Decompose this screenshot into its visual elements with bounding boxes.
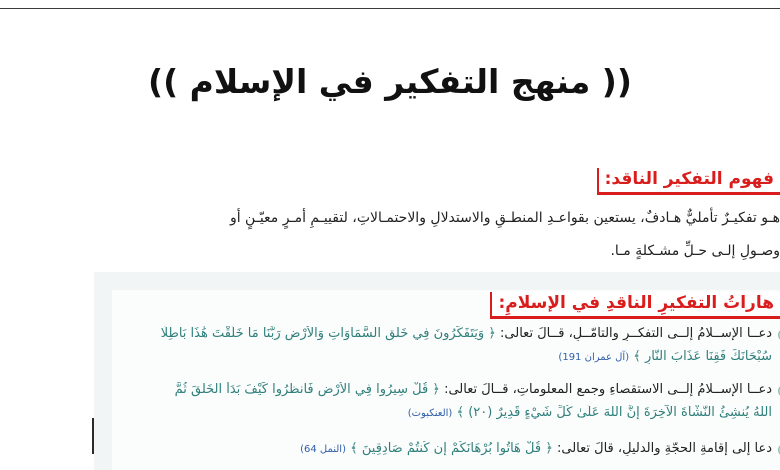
skill-item-line xyxy=(140,349,772,364)
verse-reference: (النمل 64) xyxy=(300,444,346,455)
top-divider xyxy=(0,8,780,9)
quran-verse: ﴿ قُلْ سِيرُوا فِي الْأَرْضِ فَانظُرُوا كَيْفَ بَدَأَ الْخَلْقَ ثُمَّ xyxy=(174,382,440,397)
skill-item-text: دعــا الإســلامُ إلــى التفكــرِ والتأمّــلِ، قــالَ تعالى: xyxy=(500,326,772,341)
section-heading-definition: فهوم التفكير الناقد: xyxy=(597,168,780,195)
page-edge-mark xyxy=(92,418,94,454)
skill-item-line xyxy=(140,382,772,397)
definition-line-2: وصـولِ إلـى حـلِّ مشـكلةٍ مـا. xyxy=(610,243,780,259)
skill-item-line xyxy=(140,326,772,341)
section-heading-skills: هاراتُ التفكيرِ الناقدِ في الإسلامِ: xyxy=(490,292,780,319)
skill-item-line xyxy=(140,405,772,420)
skill-item-text: دعا إلى إقامةِ الحجّةِ والدليلِ، قالَ تعالى: xyxy=(556,441,772,456)
verse-reference: (آل عمران 191) xyxy=(558,352,630,363)
quran-verse: ﴿ قُلْ هَاتُوا بُرْهَانَكُمْ إِن كُنتُمْ صَادِقِينَ ﴾ xyxy=(350,441,553,456)
skill-item-text: دعــا الإســلامُ إلــى الاستقصاءِ وجمعِ المعلوماتِ، قــالَ تعالى: xyxy=(444,382,772,397)
skill-item xyxy=(140,326,772,364)
quran-verse-continued: اللَّهُ يُنشِئُ النَّشْأَةَ الْآخِرَةَ إِنَّ اللَّهَ عَلَىٰ كُلِّ شَيْءٍ قَدِيرٌ (٢٠) ﴾ xyxy=(456,405,772,420)
page-title: (( منهج التفكير في الإسلام )) xyxy=(148,62,632,101)
quran-verse: ﴿ وَيَتَفَكَّرُونَ فِي خَلْقِ السَّمَاوَاتِ وَالْأَرْضِ رَبَّنَا مَا خَلَقْتَ هَٰذَا بَاطِلًا xyxy=(160,326,496,341)
verse-reference: (العنكبوت) xyxy=(407,408,453,419)
skill-item xyxy=(140,382,772,420)
skill-item-line xyxy=(140,441,772,456)
quran-verse-continued: سُبْحَانَكَ فَقِنَا عَذَابَ النَّارِ ﴾ xyxy=(633,349,772,364)
definition-line-1: هـو تفكيـرٌ تأمليٌّ هـادفٌ، يستعين بقواعـدِ المنطـقِ والاستدلالِ والاحتمـالاتِ، لتقييـمِ أمـرٍ معيّـنٍ أو xyxy=(229,210,780,226)
skill-item xyxy=(140,441,772,456)
